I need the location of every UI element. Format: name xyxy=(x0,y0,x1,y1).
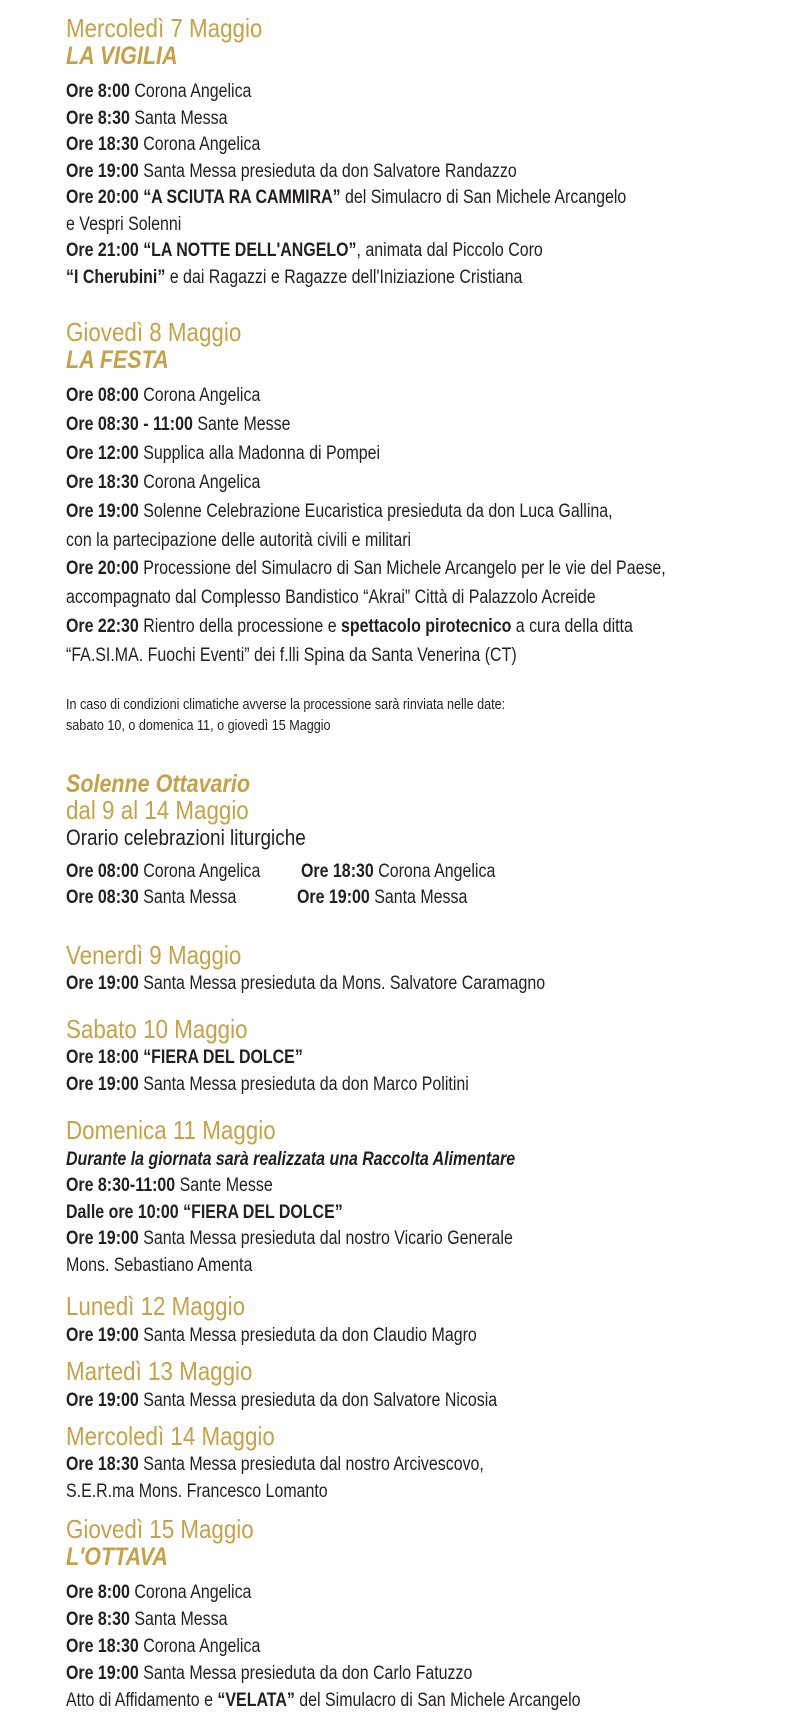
weather-note-dates: sabato 10, o domenica 11, o giovedì 15 Maggio xyxy=(66,717,331,734)
event-text: Sante Messe xyxy=(175,1175,273,1196)
event-text: Supplica alla Madonna di Pompei xyxy=(138,442,381,464)
event-text: Sante Messe xyxy=(192,413,291,435)
event-text: accompagnato dal Complesso Bandistico “Akrai” Città di Palazzolo Acreide xyxy=(66,587,596,609)
giovedi15-line xyxy=(66,1690,581,1712)
event-text: Santa Messa presieduta da don Claudio Magro xyxy=(138,1325,477,1346)
time-label: Ore 18:00 “FIERA DEL DOLCE” xyxy=(66,1047,303,1068)
giovedi15-line xyxy=(66,1582,251,1604)
time-label: Ore 19:00 xyxy=(66,1074,139,1095)
domenica11-line xyxy=(66,1202,343,1224)
event-text: Solenne Celebrazione Eucaristica presieduta da don Luca Gallina, xyxy=(138,500,613,522)
event-text: Santa Messa presieduta dal nostro Arcivescovo, xyxy=(138,1454,484,1475)
ottavario-line xyxy=(66,887,236,909)
time-label: Ore 18:30 xyxy=(301,861,374,882)
event-text: Corona Angelica xyxy=(138,385,261,406)
sabato10-line xyxy=(66,1047,303,1069)
event-text: Santa Messa presieduta dal nostro Vicario Generale xyxy=(138,1228,513,1249)
event-text: Santa Messa presieduta da don Marco Politini xyxy=(138,1074,469,1095)
domenica11-line xyxy=(66,1175,273,1197)
mercoledi7-line xyxy=(66,240,543,262)
giovedi8-title: LA FESTA xyxy=(66,346,169,374)
event-text: Corona Angelica xyxy=(138,861,261,882)
time-label: “I Cherubini” xyxy=(66,266,166,288)
giovedi8-line xyxy=(66,645,517,667)
event-text: Santa Messa xyxy=(138,887,237,908)
time-label: Ore 21:00 “LA NOTTE DELL'ANGELO” xyxy=(66,240,357,261)
event-text: Santa Messa presieduta da don Carlo Fatuzzo xyxy=(138,1663,473,1684)
event-text: e Vespri Solenni xyxy=(66,213,182,235)
event-text: Corona Angelica xyxy=(129,81,252,102)
mercoledi14-date: Mercoledì 14 Maggio xyxy=(66,1421,275,1451)
time-label: Ore 19:00 xyxy=(66,160,139,182)
giovedi15-date: Giovedì 15 Maggio xyxy=(66,1514,254,1544)
event-text: Mons. Sebastiano Amenta xyxy=(66,1254,253,1276)
time-label: Ore 12:00 xyxy=(66,442,139,464)
ottavario-line xyxy=(301,861,495,883)
mercoledi14-line xyxy=(66,1454,484,1476)
time-label: Ore 19:00 xyxy=(297,887,370,908)
time-label: Dalle ore 10:00 “FIERA DEL DOLCE” xyxy=(66,1201,343,1223)
mercoledi7-title: LA VIGILIA xyxy=(66,42,178,70)
mercoledi7-line xyxy=(66,214,181,236)
time-label: Ore 8:00 xyxy=(66,1582,130,1603)
ottavario-title: Solenne Ottavario xyxy=(66,770,250,798)
event-text: Corona Angelica xyxy=(138,471,261,493)
time-label: Ore 19:00 xyxy=(66,1390,139,1411)
giovedi8-line xyxy=(66,443,380,465)
sabato10-date: Sabato 10 Maggio xyxy=(66,1014,248,1044)
time-label: Ore 8:30-11:00 xyxy=(66,1175,176,1196)
event-text: e dai Ragazzi e Ragazze dell'Iniziazione Cristiana xyxy=(165,266,523,288)
event-text: , animata dal Piccolo Coro xyxy=(356,240,543,261)
mercoledi7-line xyxy=(66,187,626,209)
time-label: Ore 22:30 xyxy=(66,616,139,638)
event-text: Santa Messa xyxy=(129,107,228,129)
mercoledi7-line xyxy=(66,161,517,183)
giovedi8-line xyxy=(66,414,290,436)
lunedi12-line xyxy=(66,1325,477,1347)
venerdi9-date: Venerdì 9 Maggio xyxy=(66,940,242,970)
event-text: Santa Messa xyxy=(369,887,468,908)
giovedi8-line xyxy=(66,472,260,494)
domenica11-line xyxy=(66,1255,252,1277)
martedi13-line xyxy=(66,1390,497,1412)
time-label: Ore 20:00 “A SCIUTA RA CAMMIRA” xyxy=(66,187,341,208)
sabato10-line xyxy=(66,1074,469,1096)
time-label: Ore 19:00 xyxy=(66,1325,139,1346)
giovedi8-line xyxy=(66,385,260,407)
time-label: Ore 20:00 xyxy=(66,558,139,580)
event-text: Processione del Simulacro di San Michele Arcangelo per le vie del Paese, xyxy=(138,558,666,580)
time-label: Ore 19:00 xyxy=(66,500,139,522)
time-label: Ore 18:30 xyxy=(66,134,139,155)
event-text: Corona Angelica xyxy=(373,861,496,882)
time-label: Ore 18:30 xyxy=(66,1636,139,1657)
time-label: Ore 08:00 xyxy=(66,385,139,406)
giovedi15-line xyxy=(66,1663,472,1685)
time-label: Ore 08:30 - 11:00 xyxy=(66,413,193,435)
event-text: Santa Messa presieduta da Mons. Salvatore Caramagno xyxy=(138,973,546,994)
time-label: Ore 8:30 xyxy=(66,1609,130,1630)
mercoledi7-line xyxy=(66,108,227,130)
event-text: S.E.R.ma Mons. Francesco Lomanto xyxy=(66,1481,328,1502)
ottavario-subtitle: Orario celebrazioni liturgiche xyxy=(66,825,306,850)
event-text: Santa Messa presieduta da don Salvatore Nicosia xyxy=(138,1390,498,1411)
event-text: Atto di Affidamento e xyxy=(66,1690,218,1711)
event-text: Santa Messa xyxy=(129,1609,228,1630)
event-text: “FA.SI.MA. Fuochi Eventi” dei f.lli Spina da Santa Venerina (CT) xyxy=(66,645,517,667)
martedi13-date: Martedì 13 Maggio xyxy=(66,1356,253,1386)
event-text: Corona Angelica xyxy=(138,134,261,155)
mercoledi7-line xyxy=(66,267,522,289)
domenica11-line xyxy=(66,1228,513,1250)
ottavario-line xyxy=(297,887,467,909)
time-label: Ore 8:00 xyxy=(66,81,130,102)
giovedi8-line xyxy=(66,530,411,552)
giovedi15-line xyxy=(66,1609,227,1631)
highlight-text: spettacolo pirotecnico xyxy=(341,616,512,638)
event-text: Santa Messa presieduta da don Salvatore Randazzo xyxy=(138,160,517,182)
time-label: Ore 08:30 xyxy=(66,887,139,908)
time-label: Ore 19:00 xyxy=(66,1663,139,1684)
time-label: Ore 18:30 xyxy=(66,1454,139,1475)
time-label: Ore 08:00 xyxy=(66,861,139,882)
event-text: del Simulacro di San Michele Arcangelo xyxy=(340,187,627,208)
event-text: Rientro della processione e xyxy=(138,616,342,638)
giovedi8-line xyxy=(66,616,633,638)
giovedi8-line xyxy=(66,587,596,609)
time-label: Ore 18:30 xyxy=(66,471,139,493)
giovedi8-line xyxy=(66,501,613,523)
event-text-continued: del Simulacro di San Michele Arcangelo xyxy=(294,1690,581,1711)
highlight-text: “VELATA” xyxy=(217,1690,295,1711)
giovedi8-line xyxy=(66,558,666,580)
time-label: Ore 19:00 xyxy=(66,1228,139,1249)
weather-note: In caso di condizioni climatiche avverse la processione sarà rinviata nelle date: xyxy=(66,696,506,713)
raccolta-note: Durante la giornata sarà realizzata una Raccolta Alimentare xyxy=(66,1149,516,1170)
time-label: Ore 8:30 xyxy=(66,107,130,129)
domenica11-date: Domenica 11 Maggio xyxy=(66,1115,276,1145)
mercoledi7-line xyxy=(66,134,260,156)
time-label: Ore 19:00 xyxy=(66,973,139,994)
giovedi8-date: Giovedì 8 Maggio xyxy=(66,317,242,347)
event-text: con la partecipazione delle autorità civili e militari xyxy=(66,529,412,551)
mercoledi7-date: Mercoledì 7 Maggio xyxy=(66,13,263,43)
giovedi15-line xyxy=(66,1636,260,1658)
lunedi12-date: Lunedì 12 Maggio xyxy=(66,1291,246,1321)
event-text: Corona Angelica xyxy=(138,1636,261,1657)
event-text: Corona Angelica xyxy=(129,1582,252,1603)
event-text-continued: a cura della ditta xyxy=(511,616,633,638)
ottavario-line xyxy=(66,861,260,883)
giovedi15-title: L'OTTAVA xyxy=(66,1543,168,1571)
ottavario-range: dal 9 al 14 Maggio xyxy=(66,795,249,825)
mercoledi7-line xyxy=(66,81,251,103)
venerdi9-line xyxy=(66,973,545,995)
mercoledi14-line xyxy=(66,1481,328,1503)
